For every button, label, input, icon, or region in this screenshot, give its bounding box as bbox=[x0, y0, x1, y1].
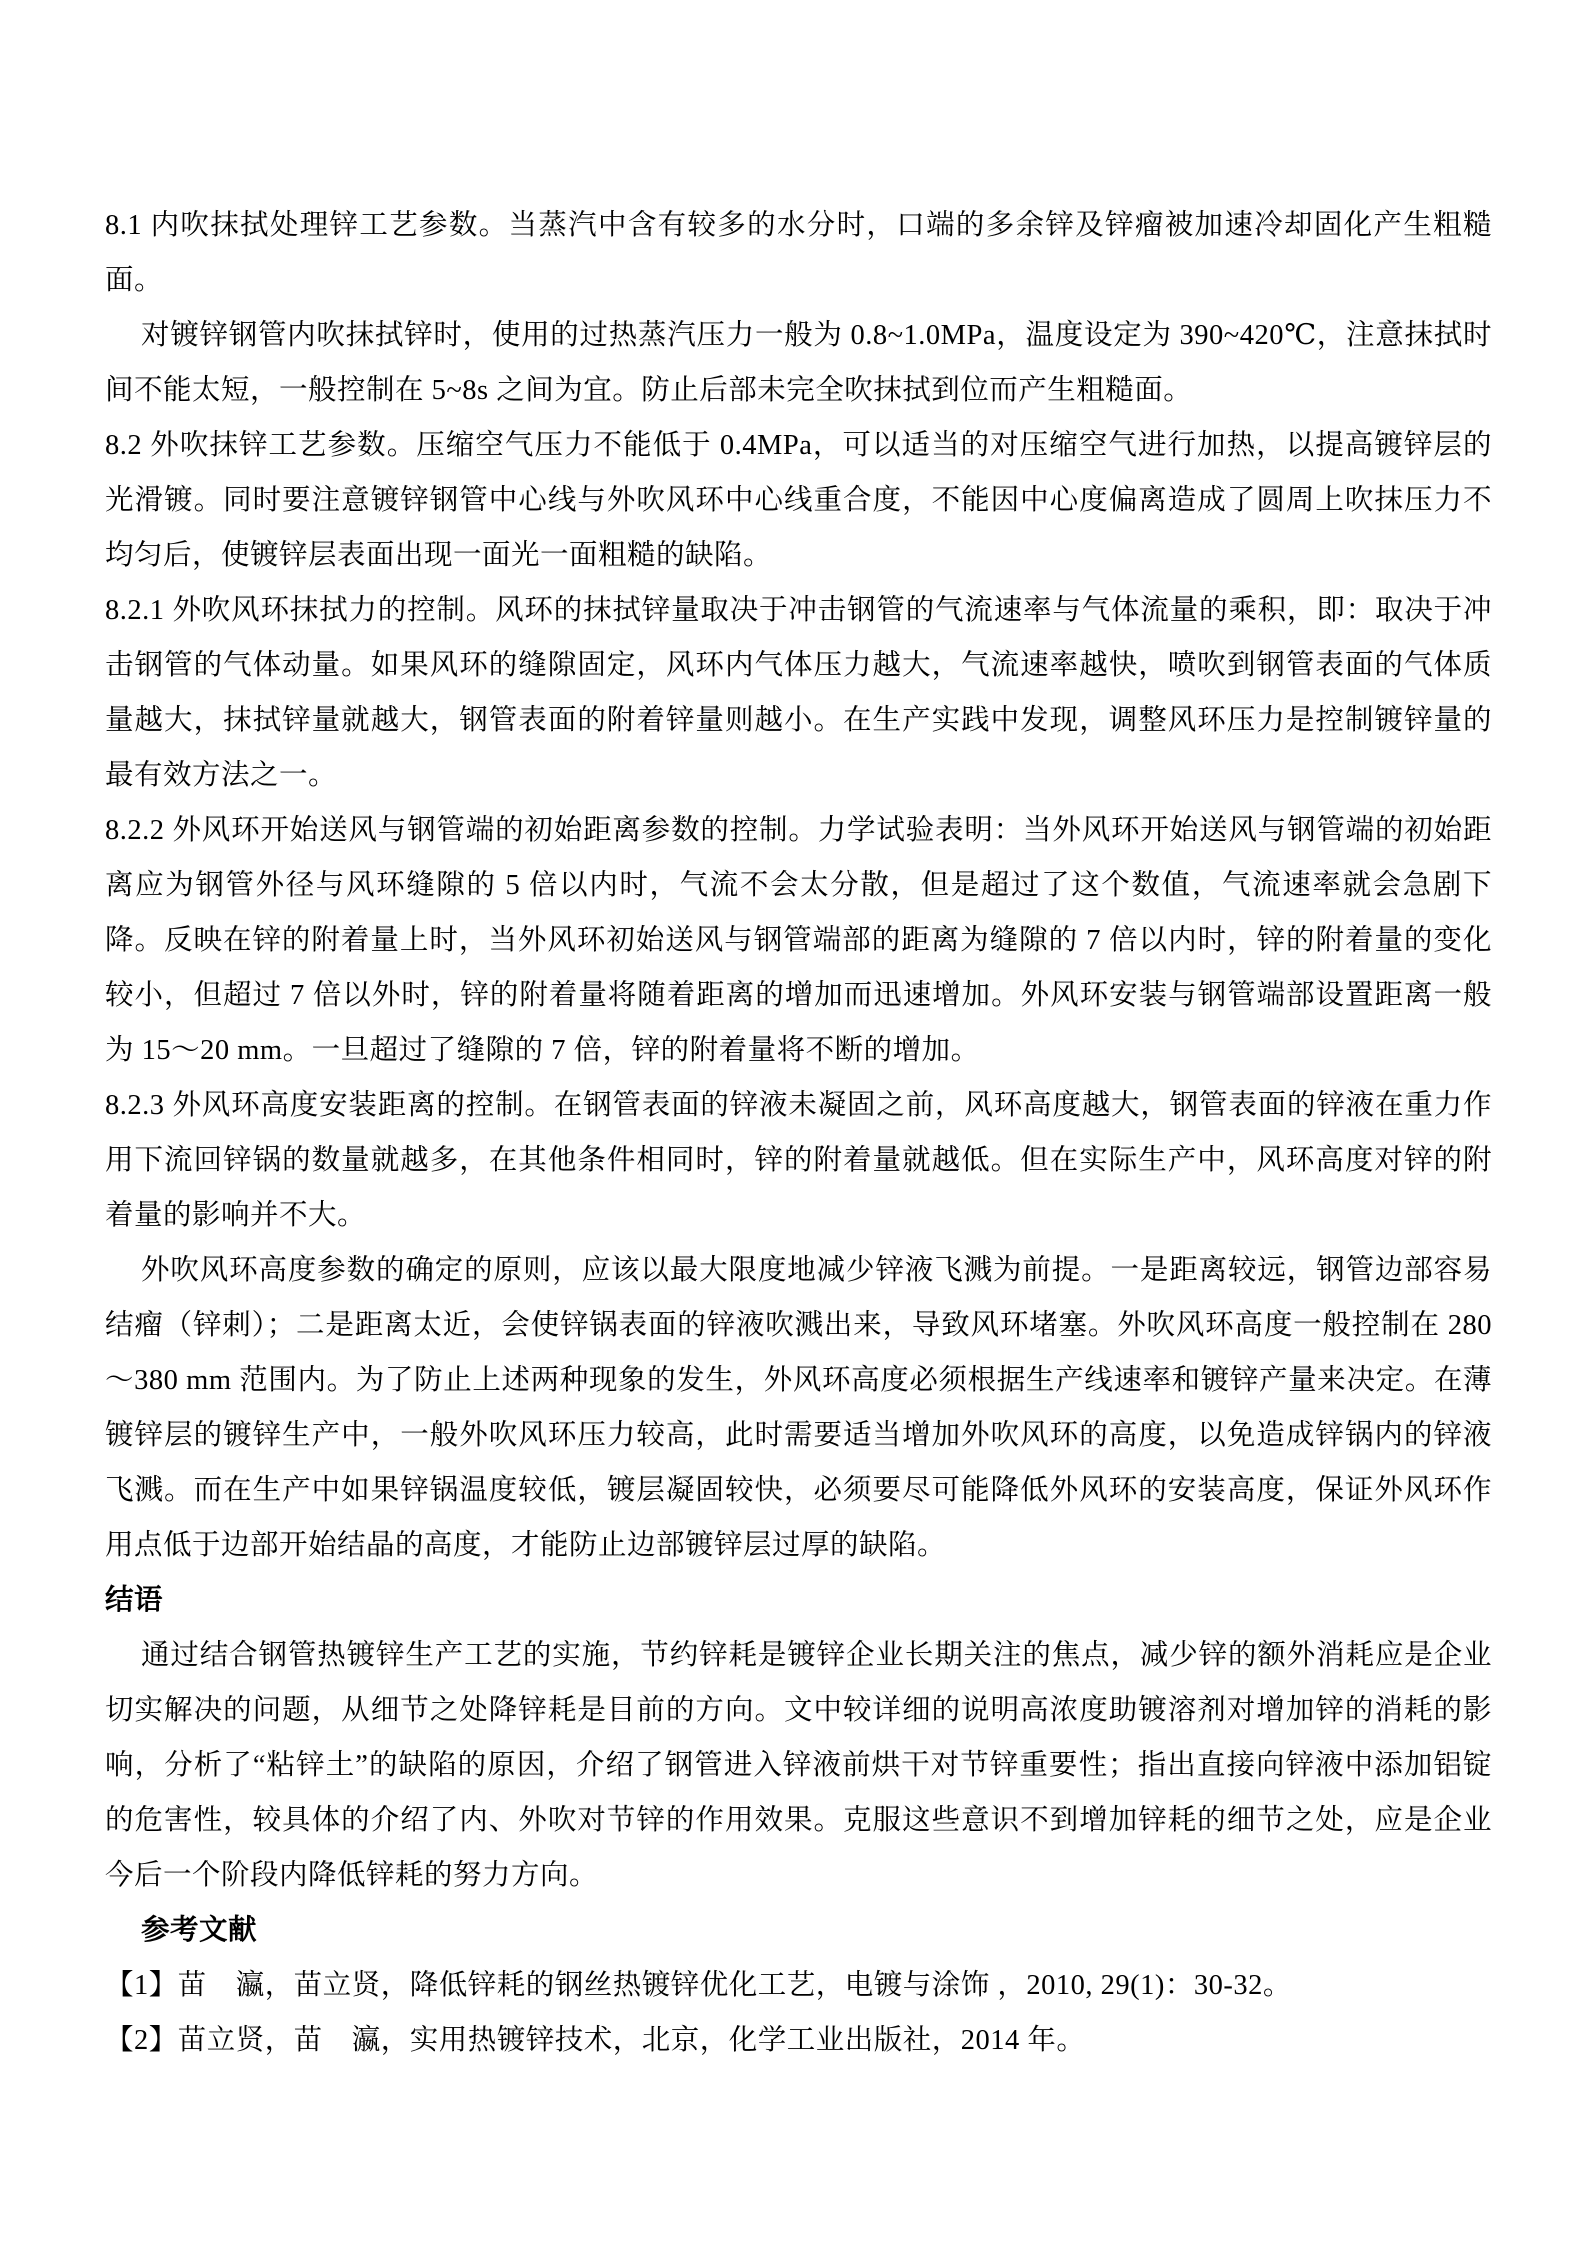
section-paragraph: 8.2.2 外风环开始送风与钢管端的初始距离参数的控制。力学试验表明：当外风环开始送风与钢管端的初始距离应为钢管外径与风环缝隙的 5 倍以内时，气流不会太分散，但是超过了这个数值，气流速率就会急剧下降。反映在锌的附着量上时，当外风环初始送风与钢管端部的距离为缝隙的 7 倍以内时，锌的附着量的变化较小，但超过 7 倍以外时，锌的附着量将随着距离的增加而迅速增加。外风环安装与钢管端部设置距离一般为 15～20 mm。一旦超过了缝隙的 7 倍，锌的附着量将不断的增加。 bbox=[105, 815, 1492, 1066]
section-paragraph: 8.1 内吹抹拭处理锌工艺参数。当蒸汽中含有较多的水分时，口端的多余锌及锌瘤被加速冷却固化产生粗糙面。 bbox=[105, 210, 1492, 296]
body-paragraph: 对镀锌钢管内吹抹拭锌时，使用的过热蒸汽压力一般为 0.8~1.0MPa，温度设定为 390~420℃，注意抹拭时间不能太短，一般控制在 5~8s 之间为宜。防止后部未完全吹抹拭到位而产生粗糙面。 bbox=[105, 320, 1492, 406]
paragraph-container bbox=[105, 198, 1492, 2068]
section-paragraph: 8.2.3 外风环高度安装距离的控制。在钢管表面的锌液未凝固之前，风环高度越大，钢管表面的锌液在重力作用下流回锌锅的数量就越多，在其他条件相同时，锌的附着量就越低。但在实际生产中，风环高度对锌的附着量的影响并不大。 bbox=[105, 1090, 1492, 1231]
section-paragraph: 8.2.1 外吹风环抹拭力的控制。风环的抹拭锌量取决于冲击钢管的气流速率与气体流量的乘积，即：取决于冲击钢管的气体动量。如果风环的缝隙固定，风环内气体压力越大，气流速率越快，喷吹到钢管表面的气体质量越大，抹拭锌量就越大，钢管表面的附着锌量则越小。在生产实践中发现，调整风环压力是控制镀锌量的最有效方法之一。 bbox=[105, 595, 1492, 791]
body-paragraph: 外吹风环高度参数的确定的原则，应该以最大限度地减少锌液飞溅为前提。一是距离较远，钢管边部容易结瘤（锌刺）；二是距离太近，会使锌锅表面的锌液吹溅出来，导致风环堵塞。外吹风环高度一般控制在 280～380 mm 范围内。为了防止上述两种现象的发生，外风环高度必须根据生产线速率和镀锌产量来决定。在薄镀锌层的镀锌生产中，一般外吹风环压力较高，此时需要适当增加外吹风环的高度，以免造成锌锅内的锌液飞溅。而在生产中如果锌锅温度较低，镀层凝固较快，必须要尽可能降低外风环的安装高度，保证外风环作用点低于边部开始结晶的高度，才能防止边部镀锌层过厚的缺陷。 bbox=[105, 1255, 1492, 1561]
section-heading: 参考文献 bbox=[141, 1915, 258, 1946]
reference-item: 【1】苗 瀛，苗立贤，降低锌耗的钢丝热镀锌优化工艺，电镀与涂饰 ，2010, 29(1)：30-32。 bbox=[105, 1970, 1292, 2001]
section-paragraph: 8.2 外吹抹锌工艺参数。压缩空气压力不能低于 0.4MPa，可以适当的对压缩空气进行加热，以提高镀锌层的光滑镀。同时要注意镀锌钢管中心线与外吹风环中心线重合度，不能因中心度偏离造成了圆周上吹抹压力不均匀后，使镀锌层表面出现一面光一面粗糙的缺陷。 bbox=[105, 430, 1492, 571]
reference-item: 【2】苗立贤，苗 瀛，实用热镀锌技术，北京，化学工业出版社，2014 年。 bbox=[105, 2025, 1086, 2056]
section-heading: 结语 bbox=[105, 1585, 164, 1616]
document-page bbox=[105, 198, 1492, 2068]
body-paragraph: 通过结合钢管热镀锌生产工艺的实施，节约锌耗是镀锌企业长期关注的焦点，减少锌的额外消耗应是企业切实解决的问题，从细节之处降锌耗是目前的方向。文中较详细的说明高浓度助镀溶剂对增加锌的消耗的影响，分析了“粘锌土”的缺陷的原因，介绍了钢管进入锌液前烘干对节锌重要性；指出直接向锌液中添加铝锭的危害性，较具体的介绍了内、外吹对节锌的作用效果。克服这些意识不到增加锌耗的细节之处，应是企业今后一个阶段内降低锌耗的努力方向。 bbox=[105, 1640, 1492, 1891]
